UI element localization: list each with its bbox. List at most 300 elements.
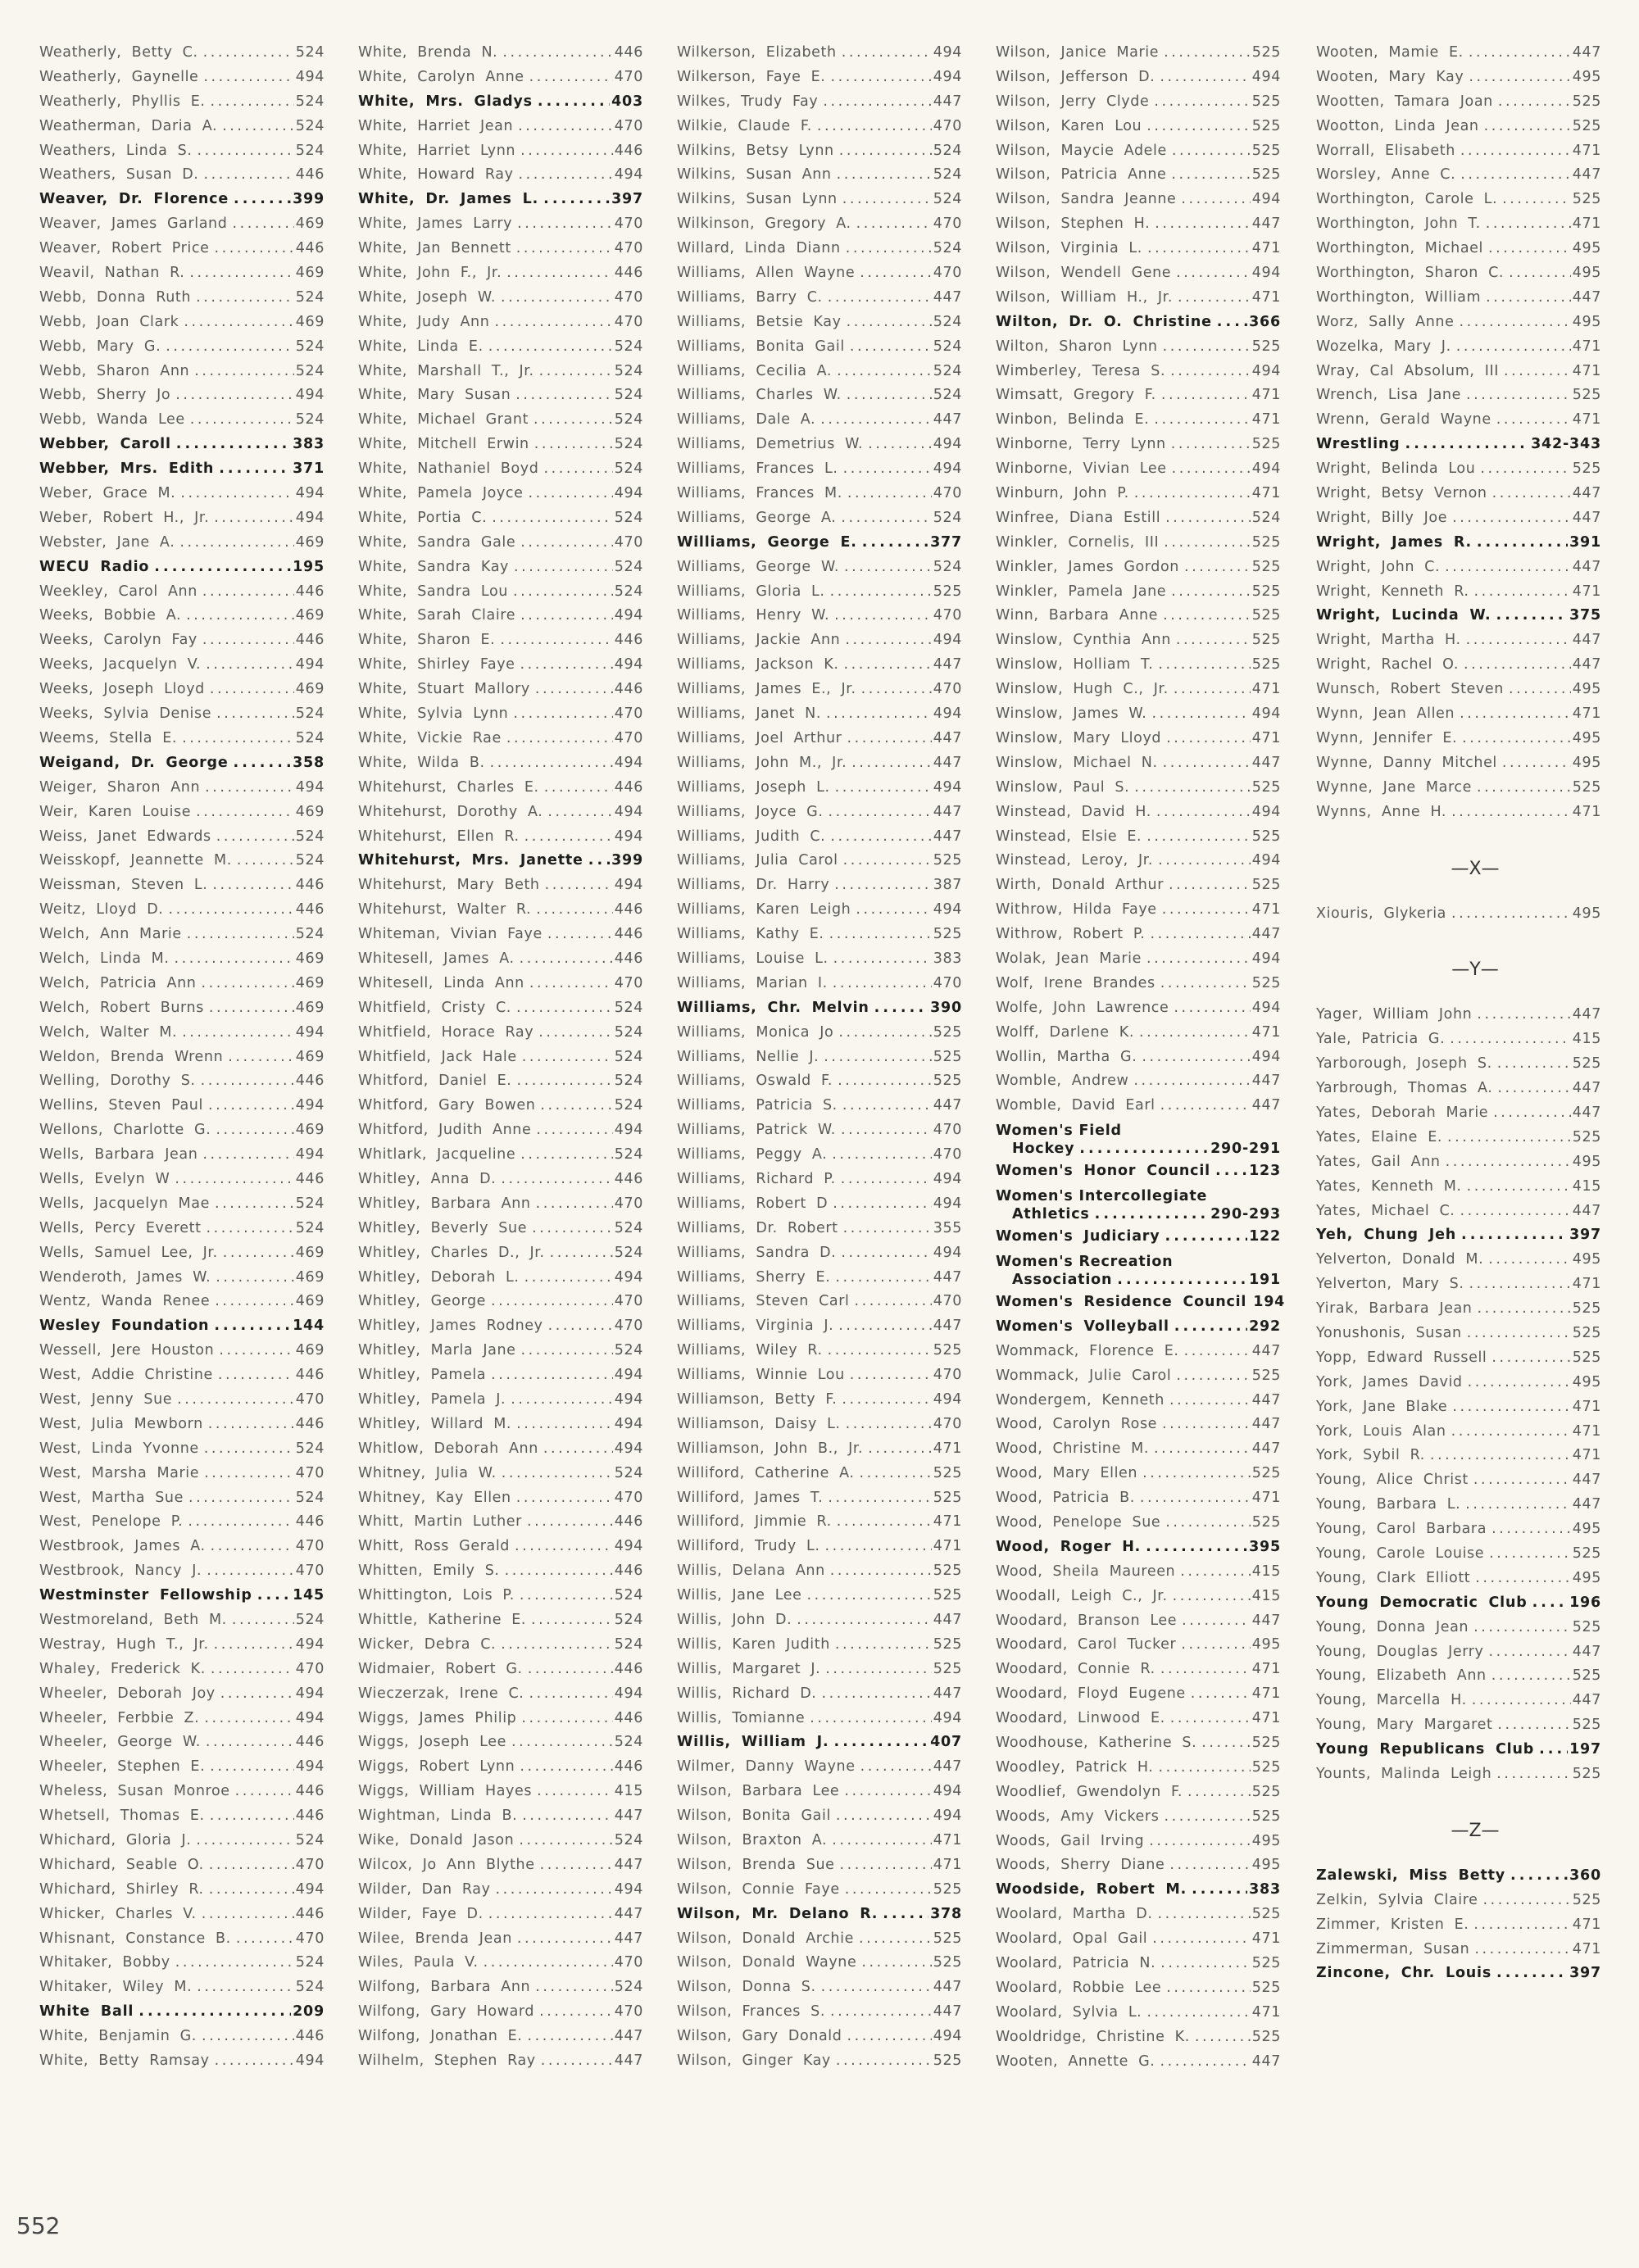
entry-page: 447 (933, 1612, 962, 1628)
index-entry (358, 118, 643, 143)
section-letter: —Y— (1451, 959, 1499, 981)
dot-leader (868, 436, 932, 452)
entry-name: Williams, Virginia J. (677, 1318, 834, 1335)
entry-name: Wilson, Mr. Delano R. (677, 1905, 879, 1922)
dot-leader (868, 1440, 932, 1457)
dot-leader (488, 1906, 613, 1922)
entry-name: West, Marsha Marie (39, 1464, 200, 1481)
index-entry (358, 559, 643, 583)
index-entry (677, 1318, 962, 1342)
entry-page: 415 (1572, 1177, 1601, 1195)
entry-name: Wentz, Wanda Renee (39, 1293, 211, 1310)
entry-page: 447 (1251, 1391, 1281, 1408)
index-entry (677, 1685, 962, 1710)
dot-leader (826, 705, 932, 722)
index-entry (1316, 1644, 1601, 1668)
dot-leader (1504, 363, 1571, 379)
entry-page: 447 (933, 2003, 962, 2021)
entry-name: Yale, Patricia G. (1316, 1031, 1446, 1048)
dot-leader (1182, 1613, 1251, 1629)
entry-name: Williamson, Betty F. (677, 1390, 838, 1408)
index-entry (358, 1171, 643, 1195)
index-entry (996, 1228, 1281, 1253)
entry-name: Weber, Grace M. (39, 485, 176, 502)
index-entry (996, 2053, 1281, 2078)
entry-name: Webster, Jane A. (39, 533, 175, 551)
entry-name: Wilson, William H., Jr. (996, 288, 1174, 306)
dot-leader (1215, 1163, 1247, 1179)
entry-page: 494 (295, 778, 325, 796)
entry-name: Yates, Deborah Marie (1316, 1104, 1489, 1121)
index-entry (39, 1954, 325, 1979)
entry-name: Williams, Joseph L. (677, 778, 830, 796)
entry-page: 525 (1251, 142, 1281, 159)
index-column-5 (1316, 44, 1601, 1989)
dot-leader (820, 411, 932, 428)
index-entry (996, 632, 1281, 656)
entry-page: 470 (614, 2003, 643, 2021)
entry-page: 525 (1572, 1128, 1601, 1145)
dot-leader (528, 485, 612, 501)
index-entry (358, 143, 643, 167)
index-entry (39, 69, 325, 93)
dot-leader (1146, 118, 1251, 134)
dot-leader (529, 1685, 612, 1702)
entry-name: Weisskopf, Jeannette M. (39, 852, 232, 869)
index-entry (358, 1220, 643, 1245)
entry-name: Williams, Dr. Robert (677, 1219, 838, 1236)
dot-leader (1492, 485, 1571, 501)
entry-page: 360 (1569, 1867, 1601, 1884)
index-entry (358, 436, 643, 460)
dot-leader (175, 950, 294, 967)
entry-name: Whitford, Judith Anne (358, 1122, 532, 1139)
dot-leader (1181, 191, 1250, 207)
dot-leader (1460, 1203, 1570, 1219)
entry-name: Wells, Percy Everett (39, 1219, 202, 1236)
dot-leader (1169, 1857, 1250, 1873)
dot-leader (837, 166, 932, 183)
dot-leader (840, 1857, 932, 1873)
index-entry (358, 1097, 643, 1122)
entry-name: Wolf, Irene Brandes (996, 974, 1155, 991)
index-entry (996, 828, 1281, 853)
entry-page: 470 (933, 265, 962, 282)
index-entry (358, 1513, 643, 1538)
entry-name: Wrestling (1316, 436, 1401, 453)
index-entry (39, 387, 325, 411)
entry-page: 471 (1251, 1710, 1281, 1727)
dot-leader (208, 1416, 294, 1432)
entry-page: 469 (295, 803, 325, 820)
index-entry (358, 877, 643, 901)
entry-name: Wynne, Danny Mitchel (1316, 754, 1497, 771)
index-entry (677, 1661, 962, 1685)
index-entry (996, 1187, 1281, 1228)
entry-page: 391 (1569, 533, 1601, 551)
entry-page: 524 (614, 338, 643, 355)
index-entry (1316, 632, 1601, 656)
dot-leader (847, 387, 932, 403)
dot-leader (548, 1318, 613, 1334)
entry-page: 525 (933, 1342, 962, 1359)
index-entry (39, 926, 325, 950)
dot-leader (1095, 1205, 1209, 1223)
entry-name: Woodard, Carol Tucker (996, 1636, 1177, 1653)
index-entry (39, 338, 325, 363)
entry-name: Winburn, John P. (996, 485, 1129, 502)
entry-name: Woodside, Robert M. (996, 1881, 1187, 1898)
entry-page: 469 (295, 1048, 325, 1065)
index-entry (39, 828, 325, 853)
dot-leader (524, 828, 613, 845)
entry-page: 524 (614, 362, 643, 379)
dot-leader (175, 387, 294, 403)
entry-page: 494 (295, 1709, 325, 1726)
dot-leader (182, 1024, 294, 1041)
dot-leader (797, 1612, 932, 1628)
dot-leader (1473, 1916, 1570, 1933)
index-entry (39, 1538, 325, 1563)
entry-page: 524 (295, 288, 325, 306)
entry-name: Young Democratic Club (1316, 1594, 1528, 1611)
dot-leader (839, 143, 932, 159)
entry-page: 525 (1251, 632, 1281, 649)
dot-leader (502, 1465, 613, 1481)
entry-name: Willis, John D. (677, 1612, 792, 1628)
entry-page: 196 (1569, 1594, 1601, 1611)
index-entry (1316, 1447, 1601, 1472)
dot-leader (821, 1979, 932, 1995)
entry-name: Weatherman, Daria A. (39, 117, 218, 134)
index-entry (677, 730, 962, 755)
entry-name: Whitney, Kay Ellen (358, 1489, 511, 1506)
entry-page: 471 (933, 1513, 962, 1531)
entry-page: 383 (933, 950, 962, 967)
entry-name: White, Vickie Rae (358, 729, 502, 746)
entry-name: Willis, Delana Ann (677, 1563, 825, 1580)
dot-leader (823, 93, 931, 110)
dot-leader (502, 44, 612, 61)
index-entry (1316, 166, 1601, 191)
dot-leader (1158, 1906, 1251, 1922)
entry-name: White, John F., Jr. (358, 265, 502, 282)
dot-leader (1469, 1276, 1571, 1292)
entry-name: Westminster Fellowship (39, 1587, 252, 1604)
dot-leader (492, 510, 613, 526)
entry-name: White, Brenda N. (358, 44, 498, 61)
entry-name: Welch, Patricia Ann (39, 974, 197, 991)
index-entry (996, 1735, 1281, 1759)
index-entry (39, 1563, 325, 1587)
dot-leader (527, 1513, 613, 1530)
index-entry (996, 1097, 1281, 1122)
index-entry (39, 975, 325, 1000)
dot-leader (843, 852, 932, 869)
index-entry (358, 460, 643, 485)
entry-name: Wesley Foundation (39, 1318, 210, 1335)
dot-leader (1475, 1570, 1571, 1586)
entry-page: 471 (933, 1440, 962, 1457)
index-entry (39, 143, 325, 167)
dot-leader (138, 2003, 291, 2020)
entry-name: Wicker, Debra C. (358, 1635, 497, 1653)
entry-name: Williamson, John B., Jr. (677, 1440, 864, 1457)
dot-leader (1539, 1741, 1568, 1758)
entry-name: Winslow, Mary Lloyd (996, 729, 1162, 746)
index-column-1 (39, 44, 325, 2077)
dot-leader (1139, 1024, 1251, 1041)
entry-name: White, Mary Susan (358, 387, 511, 404)
entry-page: 447 (1572, 1006, 1601, 1023)
entry-page: 209 (293, 2003, 325, 2021)
entry-page: 446 (295, 1808, 325, 1825)
entry-page: 524 (614, 1146, 643, 1163)
entry-page: 525 (1251, 974, 1281, 991)
dot-leader (1165, 1514, 1251, 1531)
dot-leader (186, 607, 294, 624)
entry-name: Wright, John C. (1316, 558, 1441, 575)
entry-name: Wooten, Annette G. (996, 2053, 1155, 2070)
entry-page: 494 (295, 509, 325, 526)
index-entry (996, 510, 1281, 534)
entry-page: 469 (295, 533, 325, 551)
entry-page: 290-291 (1210, 1141, 1281, 1158)
dot-leader (825, 1538, 932, 1554)
entry-page: 525 (933, 1635, 962, 1653)
dot-leader (810, 1710, 932, 1726)
index-entry (677, 1587, 962, 1612)
dot-leader (532, 1220, 613, 1236)
entry-page: 494 (933, 901, 962, 919)
entry-name: Weir, Karen Louise (39, 803, 192, 820)
entry-page: 494 (295, 2053, 325, 2070)
entry-name: Wilfong, Jonathan E. (358, 2028, 523, 2045)
entry-name: Wondergem, Kenneth (996, 1391, 1165, 1408)
index-column-4 (996, 44, 1286, 2077)
index-entry (358, 191, 643, 215)
entry-page: 446 (295, 1367, 325, 1384)
index-entry (996, 411, 1281, 436)
entry-name: Williams, Gloria L. (677, 583, 825, 600)
entry-name: Williams, Janet N. (677, 705, 822, 723)
entry-page: 524 (614, 1219, 643, 1236)
entry-name: Willis, Tomianne (677, 1709, 806, 1726)
entry-name: Worthington, Sharon C. (1316, 265, 1505, 282)
entry-name: Whetsell, Thomas E. (39, 1808, 205, 1825)
dot-leader (830, 828, 931, 845)
entry-name: Young, Douglas Jerry (1316, 1643, 1484, 1660)
entry-name: Winslow, James W. (996, 705, 1147, 723)
entry-page: 470 (614, 1489, 643, 1506)
entry-page: 494 (933, 1709, 962, 1726)
dot-leader (1146, 828, 1251, 845)
index-entry (39, 534, 325, 559)
entry-name: Whitfield, Jack Hale (358, 1048, 517, 1065)
entry-page: 469 (295, 313, 325, 330)
index-entry (677, 852, 962, 877)
index-entry (996, 93, 1281, 118)
entry-page: 495 (1572, 1153, 1601, 1170)
entry-page: 355 (933, 1219, 962, 1236)
entry-page: 446 (295, 1734, 325, 1751)
entry-name: Whaley, Frederick K. (39, 1660, 206, 1677)
entry-page: 525 (1572, 1324, 1601, 1341)
dot-leader (207, 1220, 294, 1236)
entry-page: 446 (295, 1905, 325, 1922)
dot-leader (496, 1881, 613, 1898)
entry-page: 525 (1251, 533, 1281, 551)
entry-name: Weldon, Brenda Wrenn (39, 1048, 224, 1065)
entry-page: 447 (933, 803, 962, 820)
entry-page: 494 (614, 166, 643, 184)
dot-leader (834, 607, 932, 624)
entry-name: Wilkie, Claude F. (677, 117, 812, 134)
entry-name: Wynn, Jennifer E. (1316, 729, 1458, 746)
dot-leader (180, 485, 293, 501)
entry-name: Weeks, Bobbie A. (39, 607, 182, 624)
entry-page: 494 (933, 1170, 962, 1187)
entry-name: Withrow, Robert P. (996, 926, 1146, 943)
index-entry (996, 1980, 1281, 2004)
index-entry (358, 1367, 643, 1391)
dot-leader (835, 1269, 931, 1286)
index-entry (996, 314, 1281, 338)
entry-page: 525 (1251, 1513, 1281, 1531)
dot-leader (847, 314, 932, 330)
entry-name: Williams, Betsie Kay (677, 313, 842, 330)
index-entry (39, 681, 325, 705)
entry-page: 447 (1572, 485, 1601, 502)
entry-page: 524 (614, 1979, 643, 1996)
entry-page: 358 (293, 754, 325, 771)
dot-leader (212, 877, 293, 893)
entry-name: Wilkerson, Faye E. (677, 68, 826, 85)
index-entry (39, 1513, 325, 1538)
dot-leader (1201, 1735, 1251, 1751)
entry-page: 494 (295, 1880, 325, 1898)
entry-page: 495 (1572, 313, 1601, 330)
entry-name: Webb, Joan Clark (39, 313, 179, 330)
entry-page: 494 (614, 485, 643, 502)
index-entry (1316, 905, 1601, 930)
entry-name: Young, Clark Elliott (1316, 1569, 1471, 1586)
index-entry (358, 1293, 643, 1318)
entry-page: 524 (295, 1954, 325, 1971)
entry-page: 447 (614, 2053, 643, 2070)
entry-name: Whichard, Seable O. (39, 1856, 204, 1873)
dot-leader (538, 1024, 613, 1041)
dot-leader (536, 901, 613, 918)
entry-page: 470 (933, 607, 962, 624)
entry-page: 469 (295, 1244, 325, 1261)
entry-page: 525 (1251, 436, 1281, 453)
index-entry (677, 1465, 962, 1490)
index-entry (1316, 1594, 1601, 1619)
dot-leader (1079, 1140, 1209, 1158)
entry-page: 524 (614, 509, 643, 526)
dot-leader (202, 583, 294, 600)
entry-page: 525 (1572, 1055, 1601, 1073)
index-entry (677, 656, 962, 681)
entry-page: 292 (1249, 1318, 1281, 1335)
entry-name: Women's Intercollegiate (996, 1188, 1208, 1205)
entry-name: Welch, Walter M. (39, 1023, 178, 1041)
index-entry (39, 1710, 325, 1735)
index-entry (677, 1220, 962, 1245)
entry-page: 447 (1572, 558, 1601, 575)
index-entry (996, 1073, 1281, 1097)
dot-leader (223, 1245, 294, 1261)
entry-page: 447 (1251, 754, 1281, 771)
entry-name: Wiggs, Joseph Lee (358, 1734, 506, 1751)
entry-page: 447 (614, 1856, 643, 1873)
index-column-2 (358, 44, 643, 2077)
index-entry (39, 460, 325, 485)
entry-name: Woodard, Floyd Eugene (996, 1685, 1186, 1703)
entry-page: 469 (295, 1122, 325, 1139)
dot-leader (1154, 1440, 1251, 1457)
entry-name: Williford, Catherine A. (677, 1464, 855, 1481)
entry-page: 494 (933, 1808, 962, 1825)
index-entry (358, 1049, 643, 1073)
index-entry (1316, 240, 1601, 265)
dot-leader (550, 1245, 613, 1261)
entry-name: Zelkin, Sylvia Claire (1316, 1891, 1478, 1908)
entry-name: Weeks, Jacquelyn V. (39, 656, 202, 674)
entry-name: Wilson, Jefferson D. (996, 68, 1155, 85)
index-entry (996, 485, 1281, 510)
dot-leader (1187, 1784, 1251, 1800)
entry-page: 471 (1572, 803, 1601, 820)
index-entry (677, 607, 962, 632)
index-entry (1316, 1892, 1601, 1916)
entry-page: 470 (933, 485, 962, 502)
dot-leader (1450, 1031, 1571, 1047)
index-entry (39, 1342, 325, 1367)
dot-leader (539, 363, 613, 379)
entry-page: 524 (933, 509, 962, 526)
entry-name: Young, Donna Jean (1316, 1618, 1469, 1635)
entry-page: 494 (1251, 460, 1281, 478)
index-entry (677, 118, 962, 143)
entry-name: Whitehurst, Mrs. Janette (358, 852, 583, 869)
entry-page: 470 (614, 729, 643, 746)
entry-page: 495 (1572, 729, 1601, 746)
entry-name: Wright, Billy Joe (1316, 509, 1448, 526)
entry-name: Williams, Kathy E. (677, 926, 824, 943)
entry-name: Whisnant, Constance B. (39, 1930, 231, 1947)
entry-page: 447 (1572, 166, 1601, 184)
entry-page: 447 (933, 288, 962, 306)
entry-page: 469 (295, 265, 325, 282)
dot-leader (1446, 1154, 1571, 1170)
entry-name: Weiss, Janet Edwards (39, 828, 211, 845)
entry-name-line2: Athletics (1012, 1206, 1090, 1223)
index-entry (39, 1220, 325, 1245)
index-entry (1316, 1570, 1601, 1594)
entry-page: 494 (1251, 950, 1281, 967)
dot-leader (1502, 191, 1571, 207)
index-entry (39, 1783, 325, 1808)
entry-name: Whicker, Charles V. (39, 1905, 197, 1922)
index-entry (1316, 1129, 1601, 1154)
entry-name: Williams, George W. (677, 558, 839, 575)
dot-leader (214, 1636, 294, 1653)
entry-page: 447 (1251, 1440, 1281, 1458)
dot-leader (215, 2053, 294, 2069)
dot-leader (833, 950, 932, 967)
